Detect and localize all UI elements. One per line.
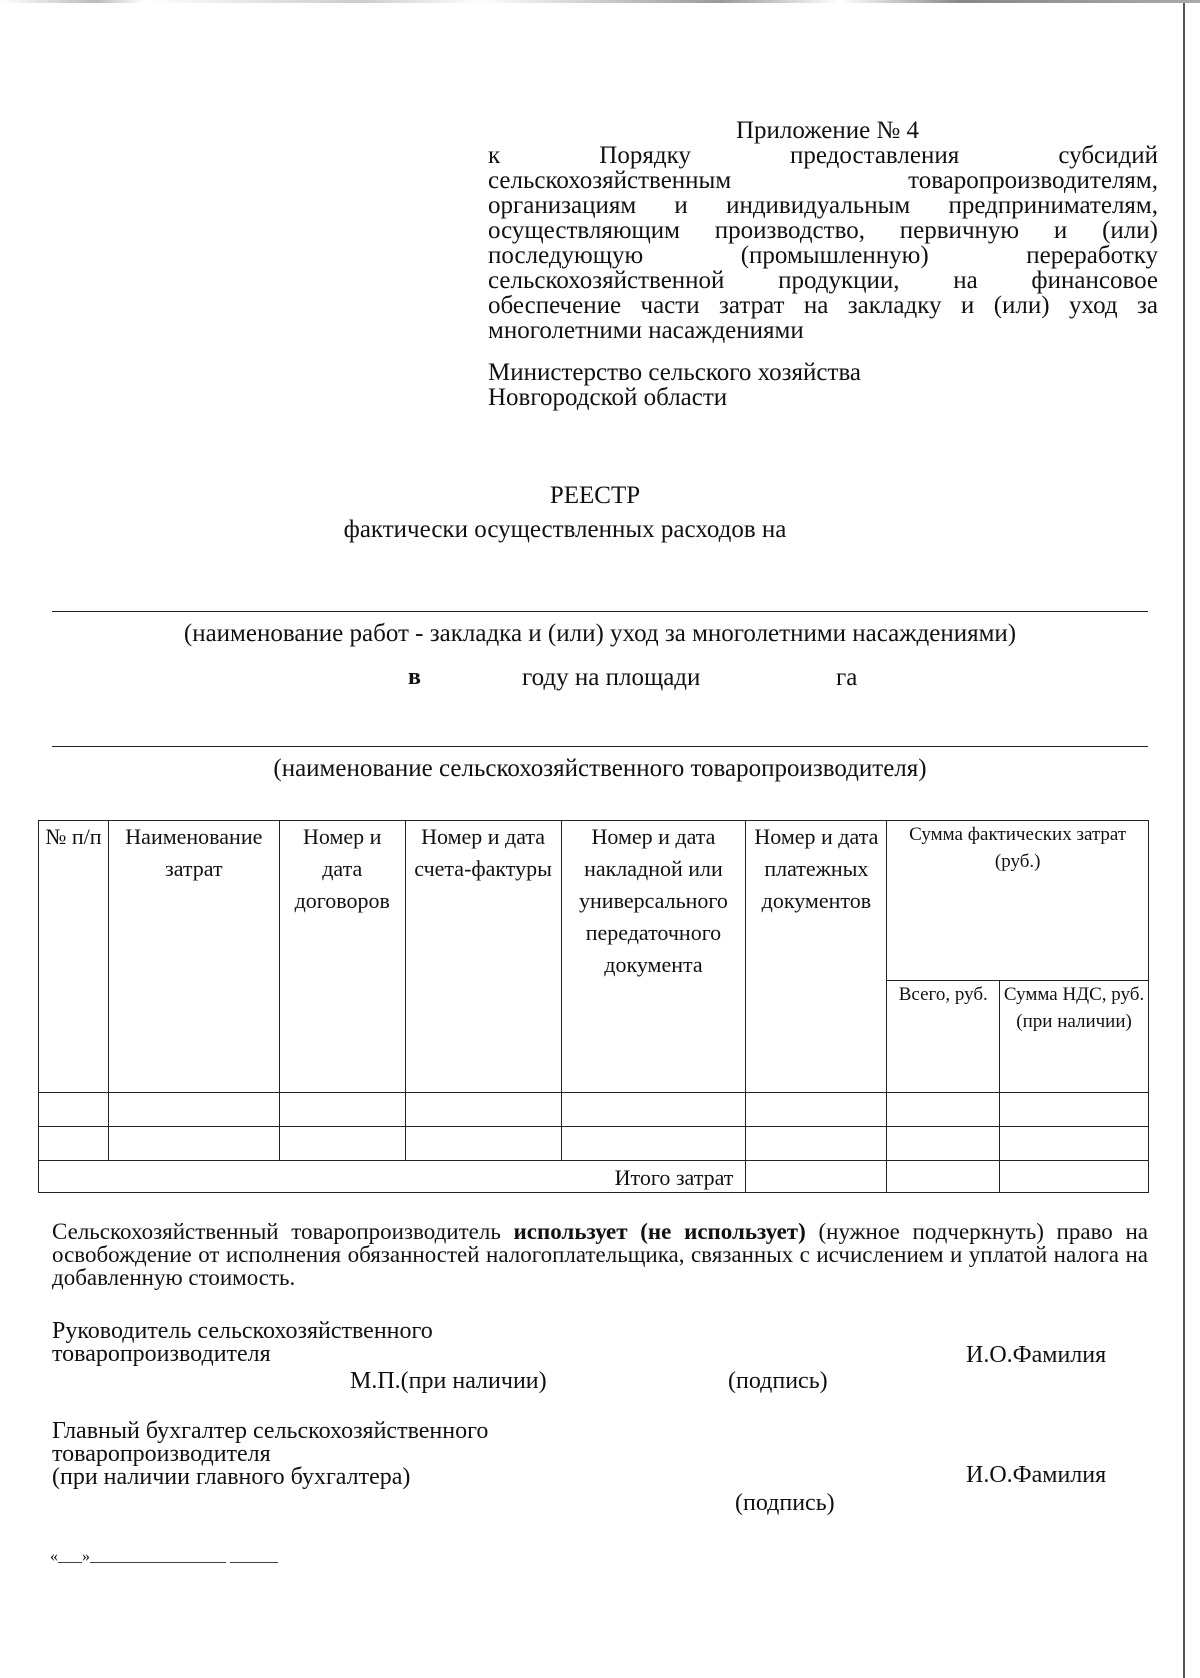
table-cell: [39, 1127, 109, 1161]
head-title: [52, 1320, 433, 1366]
annex-line: к Порядку предоставления субсидий: [488, 142, 1158, 169]
producer-blank-line: [52, 746, 1148, 747]
ministry-line: Новгородской области: [488, 384, 728, 411]
signature-label: (подпись): [728, 1368, 828, 1394]
head-title-line: товаропроизводителя: [52, 1341, 271, 1367]
vat-statement-start: Сельскохозяйственный товаропроизводитель: [52, 1219, 501, 1244]
table-cell: [405, 1093, 561, 1127]
header-no: № п/п: [39, 821, 109, 1093]
header-payment-docs: Номер и дата платежных документов: [746, 821, 887, 1093]
table-cell: [279, 1093, 405, 1127]
table-cell: [1000, 1127, 1149, 1161]
date-line: «___»_________________ ______: [50, 1548, 278, 1565]
annex-line: обеспечение части затрат на закладку и (или) уход за: [488, 292, 1158, 319]
table-cell: [746, 1127, 887, 1161]
table-cell: [746, 1093, 887, 1127]
table-row: [39, 1127, 1149, 1161]
table-cell: [746, 1161, 887, 1193]
accountant-title-line: Главный бухгалтер сельскохозяйственного: [52, 1418, 489, 1444]
table-cell: [887, 1161, 1000, 1193]
ministry-address: [488, 360, 861, 410]
head-title-line: Руководитель сельскохозяйственного: [52, 1318, 433, 1344]
total-row: [39, 1161, 1149, 1193]
header-actual-costs: Сумма фактических затрат (руб.): [887, 821, 1149, 981]
table-cell: [279, 1127, 405, 1161]
annex-header: [488, 118, 1158, 343]
registry-title: РЕЕСТР: [549, 482, 641, 509]
table-cell: [108, 1093, 279, 1127]
vat-statement: [52, 1220, 1148, 1289]
table-cell: [887, 1127, 1000, 1161]
total-label: Итого затрат: [39, 1161, 746, 1193]
annex-title: Приложение № 4: [736, 117, 920, 144]
annex-line: организациям и индивидуальным предпринимателям,: [488, 192, 1158, 219]
header-total-rub: Всего, руб.: [887, 981, 1000, 1093]
annex-line: сельскохозяйственной продукции, на финансовое: [488, 267, 1158, 294]
header-invoice: Номер и дата счета-фактуры: [405, 821, 561, 1093]
annex-line: многолетними насаждениями: [488, 317, 804, 344]
year-prefix: в: [408, 664, 421, 690]
header-expense-name: Наименование затрат: [108, 821, 279, 1093]
accountant-name: И.О.Фамилия: [966, 1462, 1107, 1488]
accountant-title-line: товаропроизводителя: [52, 1441, 271, 1467]
works-blank-line: [52, 611, 1148, 612]
scan-edge-right: [1183, 0, 1185, 1678]
stamp-label: М.П.(при наличии): [350, 1368, 547, 1394]
registry-subtitle: фактически осуществленных расходов на: [343, 516, 787, 543]
head-name: И.О.Фамилия: [966, 1342, 1107, 1368]
scan-edge-top: [0, 0, 1200, 3]
area-unit: га: [836, 664, 858, 691]
works-caption: (наименование работ - закладка и (или) уход за многолетними насаждениями): [183, 620, 1017, 647]
vat-statement-end: (нужное подчеркнуть) право на освобождение от исполнения обязанностей налогоплательщика, связанных с исчислением и уплатой налога на добавленную стоимость.: [52, 1219, 1148, 1290]
table-cell: [561, 1127, 746, 1161]
annex-line: осуществляющим производство, первичную и (или): [488, 217, 1158, 244]
annex-line: сельскохозяйственным товаропроизводителям,: [488, 167, 1158, 194]
table-cell: [887, 1093, 1000, 1127]
table-cell: [561, 1093, 746, 1127]
ministry-line: Министерство сельского хозяйства: [488, 359, 862, 386]
accountant-title: [52, 1420, 488, 1489]
header-waybill: Номер и дата накладной или универсального передаточного документа: [561, 821, 746, 1093]
year-area-text: году на площади: [522, 664, 701, 691]
table-cell: [39, 1093, 109, 1127]
producer-caption: (наименование сельскохозяйственного товаропроизводителя): [273, 755, 927, 782]
table-cell: [1000, 1093, 1149, 1127]
accountant-signature-label: (подпись): [735, 1490, 835, 1516]
vat-statement-choice: использует (не использует): [513, 1219, 806, 1244]
table-cell: [405, 1127, 561, 1161]
table-cell: [108, 1127, 279, 1161]
header-vat: Сумма НДС, руб. (при наличии): [1000, 981, 1149, 1093]
table-cell: [1000, 1161, 1149, 1193]
header-contract: Номер и дата договоров: [279, 821, 405, 1093]
accountant-title-line: (при наличии главного бухгалтера): [52, 1464, 411, 1490]
annex-line: последующую (промышленную) переработку: [488, 242, 1158, 269]
table-row: [39, 1093, 1149, 1127]
registry-table: [38, 820, 1149, 1193]
